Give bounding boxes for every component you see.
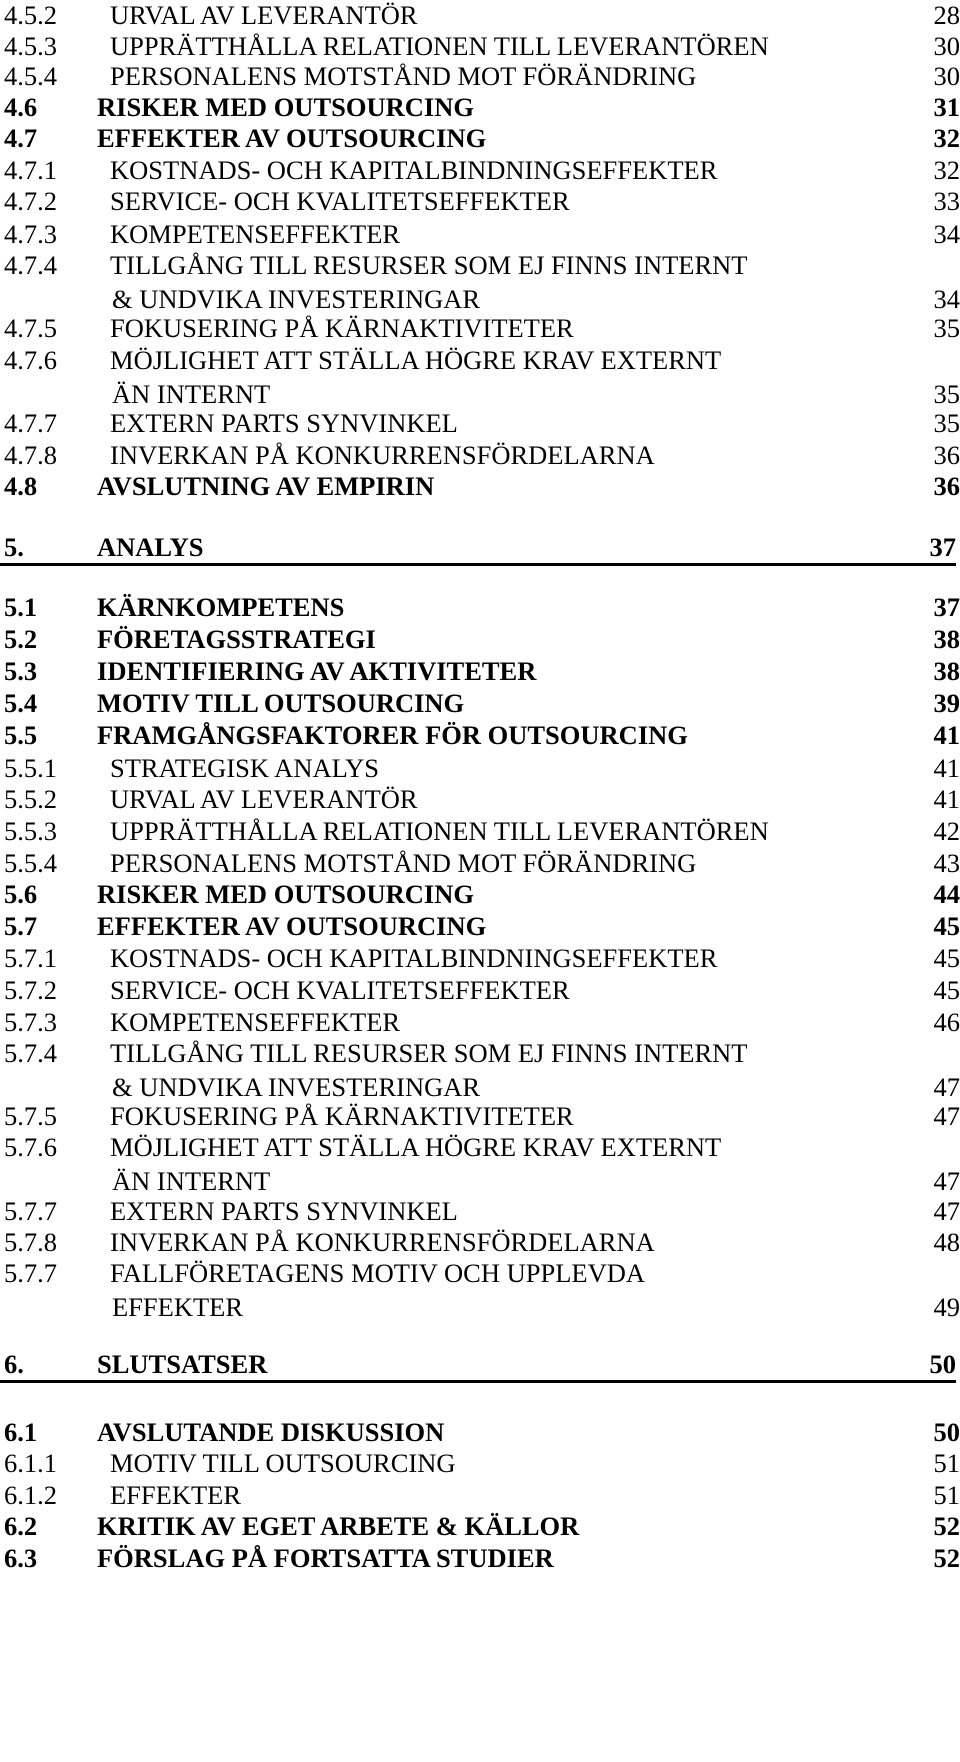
toc-entry[interactable] (0, 751, 960, 785)
toc-entry[interactable] (0, 1541, 960, 1575)
toc-section-title: EFFEKTER (110, 1480, 242, 1510)
toc-entry[interactable] (0, 1099, 960, 1133)
toc-section-title: URVAL AV LEVERANTÖR (110, 0, 418, 30)
toc-line-continuation (0, 1164, 960, 1198)
toc-line (0, 438, 960, 472)
toc-page-number: 41 (933, 753, 960, 783)
toc-section-number: 5.3 (4, 656, 38, 686)
toc-page-number: 37 (933, 592, 960, 622)
toc-section-title: KRITIK AV EGET ARBETE & KÄLLOR (97, 1511, 580, 1541)
toc-line (0, 0, 960, 32)
toc-entry[interactable] (0, 90, 960, 124)
toc-line (0, 1541, 960, 1575)
toc-page-number: 30 (933, 61, 960, 91)
toc-entry[interactable] (0, 311, 960, 345)
toc-page-number: 51 (933, 1480, 960, 1510)
toc-page-number: 32 (933, 155, 960, 185)
toc-line (0, 248, 960, 282)
toc-section-title: MOTIV TILL OUTSOURCING (97, 688, 465, 718)
toc-section-title-continuation: ÄN INTERNT (112, 1166, 271, 1196)
toc-section-number: 6.1.2 (4, 1480, 57, 1510)
toc-section-number: 4.7.5 (4, 313, 57, 343)
toc-page-number: 41 (933, 720, 960, 750)
toc-entry[interactable] (0, 1005, 960, 1039)
toc-line (0, 29, 960, 63)
toc-section-number: 6.2 (4, 1511, 38, 1541)
toc-section-title: TILLGÅNG TILL RESURSER SOM EJ FINNS INTERNT (110, 1038, 748, 1068)
toc-section-number: 4.7.2 (4, 186, 57, 216)
toc-section-number: 6. (4, 1349, 24, 1379)
toc-page-number: 47 (933, 1072, 960, 1102)
toc-line (0, 153, 960, 187)
toc-section-number: 4.7.8 (4, 440, 57, 470)
toc-entry[interactable] (0, 0, 960, 32)
toc-page-number: 28 (933, 0, 960, 30)
toc-line (0, 343, 960, 377)
toc-line-continuation (0, 1290, 960, 1324)
toc-page-number: 49 (933, 1292, 960, 1322)
toc-line (0, 530, 956, 566)
toc-section-title: SLUTSATSER (97, 1349, 268, 1379)
toc-entry[interactable] (0, 29, 960, 63)
toc-section-number: 5.5.1 (4, 753, 57, 783)
toc-section-title-continuation: EFFEKTER (112, 1292, 244, 1322)
toc-page-number: 31 (933, 92, 960, 122)
toc-section-number: 4.7.7 (4, 408, 57, 438)
toc-entry[interactable] (0, 406, 960, 440)
toc-entry[interactable] (0, 1509, 960, 1543)
toc-section-number: 4.6 (4, 92, 38, 122)
toc-section-number: 5.5 (4, 720, 38, 750)
toc-section-title: KOSTNADS- OCH KAPITALBINDNINGSEFFEKTER (110, 943, 718, 973)
toc-entry[interactable] (0, 153, 960, 187)
toc-entry[interactable] (0, 846, 960, 880)
toc-section-title: ANALYS (97, 532, 204, 562)
toc-section-number: 4.7 (4, 123, 38, 153)
toc-section-title: TILLGÅNG TILL RESURSER SOM EJ FINNS INTERNT (110, 250, 748, 280)
toc-section-number: 5.7.3 (4, 1007, 57, 1037)
toc-section-number: 5.7.4 (4, 1038, 57, 1068)
toc-entry[interactable] (0, 1478, 960, 1512)
toc-section-title: SERVICE- OCH KVALITETSEFFEKTER (110, 186, 570, 216)
toc-page-number: 44 (933, 879, 960, 909)
toc-line (0, 1194, 960, 1228)
toc-line (0, 909, 960, 943)
toc-line (0, 311, 960, 345)
toc-entry[interactable] (0, 590, 960, 624)
toc-section-number: 5.7.7 (4, 1196, 57, 1226)
toc-section-number: 6.1 (4, 1417, 38, 1447)
toc-page-number: 43 (933, 848, 960, 878)
toc-section-number: 5.1 (4, 592, 38, 622)
toc-section-number: 4.7.4 (4, 250, 57, 280)
toc-section-number: 5.7 (4, 911, 38, 941)
toc-line (0, 90, 960, 124)
toc-line (0, 184, 960, 218)
toc-section-number: 5.7.2 (4, 975, 57, 1005)
toc-section-number: 6.1.1 (4, 1448, 57, 1478)
toc-entry[interactable] (0, 121, 960, 155)
toc-line (0, 718, 960, 752)
toc-page-number: 36 (933, 440, 960, 470)
toc-section-title-continuation: ÄN INTERNT (112, 379, 271, 409)
toc-section-title: EFFEKTER AV OUTSOURCING (97, 911, 487, 941)
toc-page-number: 50 (929, 1349, 956, 1379)
toc-page-number: 39 (933, 688, 960, 718)
toc-line (0, 782, 960, 816)
toc-page-number: 47 (933, 1101, 960, 1131)
toc-section-title: UPPRÄTTHÅLLA RELATIONEN TILL LEVERANTÖREN (110, 816, 769, 846)
toc-section-number: 5.4 (4, 688, 38, 718)
toc-line (0, 814, 960, 848)
toc-page-number: 52 (933, 1511, 960, 1541)
toc-page-number: 47 (933, 1196, 960, 1226)
toc-section-title: FÖRETAGSSTRATEGI (97, 624, 376, 654)
toc-line (0, 654, 960, 688)
toc-page-number: 34 (933, 284, 960, 314)
toc-line (0, 1478, 960, 1512)
toc-section-title: INVERKAN PÅ KONKURRENSFÖRDELARNA (110, 1227, 655, 1257)
toc-page-number: 35 (933, 408, 960, 438)
toc-line (0, 941, 960, 975)
toc-line (0, 590, 960, 624)
toc-line (0, 751, 960, 785)
toc-section-number: 5. (4, 532, 24, 562)
toc-line (0, 1415, 960, 1449)
toc-section-number: 4.7.6 (4, 345, 57, 375)
toc-page-number: 45 (933, 943, 960, 973)
toc-line (0, 1130, 960, 1164)
toc-section-number: 5.5.3 (4, 816, 57, 846)
toc-entry[interactable] (0, 248, 960, 316)
toc-page-number: 33 (933, 186, 960, 216)
toc-section-title: URVAL AV LEVERANTÖR (110, 784, 418, 814)
toc-line (0, 877, 960, 911)
toc-section-number: 4.5.2 (4, 0, 57, 30)
toc-entry[interactable] (0, 469, 960, 503)
toc-section-title: SERVICE- OCH KVALITETSEFFEKTER (110, 975, 570, 1005)
toc-line (0, 121, 960, 155)
toc-entry[interactable] (0, 814, 960, 848)
toc-section-title-continuation: & UNDVIKA INVESTERINGAR (112, 1072, 481, 1102)
toc-entry[interactable] (0, 686, 960, 720)
toc-page-number: 52 (933, 1543, 960, 1573)
toc-section-number: 6.3 (4, 1543, 38, 1573)
toc-entry[interactable] (0, 718, 960, 752)
toc-page-number: 42 (933, 816, 960, 846)
toc-section-title: FÖRSLAG PÅ FORTSATTA STUDIER (97, 1543, 554, 1573)
toc-entry[interactable] (0, 909, 960, 943)
toc-entry[interactable] (0, 184, 960, 218)
toc-section-title: KOMPETENSEFFEKTER (110, 1007, 401, 1037)
toc-page-number: 48 (933, 1227, 960, 1257)
toc-section-title: MÖJLIGHET ATT STÄLLA HÖGRE KRAV EXTERNT (110, 345, 722, 375)
toc-entry[interactable] (0, 1446, 960, 1480)
toc-section-number: 4.7.3 (4, 219, 57, 249)
toc-entry[interactable] (0, 1415, 960, 1449)
toc-entry[interactable] (0, 1130, 960, 1198)
toc-page-number: 36 (933, 471, 960, 501)
toc-page-number: 45 (933, 911, 960, 941)
toc-section-number: 4.5.3 (4, 31, 57, 61)
toc-line (0, 1347, 956, 1383)
toc-entry[interactable] (0, 530, 960, 566)
toc-entry[interactable] (0, 654, 960, 688)
toc-line (0, 217, 960, 251)
toc-section-title: FRAMGÅNGSFAKTORER FÖR OUTSOURCING (97, 720, 688, 750)
toc-section-title: FALLFÖRETAGENS MOTIV OCH UPPLEVDA (110, 1258, 646, 1288)
toc-page-number: 41 (933, 784, 960, 814)
toc-section-title: INVERKAN PÅ KONKURRENSFÖRDELARNA (110, 440, 655, 470)
toc-entry[interactable] (0, 1347, 960, 1383)
toc-section-title: RISKER MED OUTSOURCING (97, 879, 474, 909)
toc-page-number: 32 (933, 123, 960, 153)
toc-entry[interactable] (0, 941, 960, 975)
toc-line (0, 1509, 960, 1543)
toc-line (0, 1005, 960, 1039)
toc-section-title: AVSLUTNING AV EMPIRIN (97, 471, 435, 501)
toc-section-title: STRATEGISK ANALYS (110, 753, 379, 783)
toc-section-number: 5.5.2 (4, 784, 57, 814)
toc-section-title: FOKUSERING PÅ KÄRNAKTIVITETER (110, 1101, 574, 1131)
toc-line (0, 1446, 960, 1480)
toc-page-number: 45 (933, 975, 960, 1005)
toc-section-title: PERSONALENS MOTSTÅND MOT FÖRÄNDRING (110, 61, 697, 91)
toc-section-number: 4.8 (4, 471, 38, 501)
toc-line (0, 622, 960, 656)
toc-section-title: KOMPETENSEFFEKTER (110, 219, 401, 249)
toc-page-number: 34 (933, 219, 960, 249)
toc-entry[interactable] (0, 1036, 960, 1104)
toc-section-title: RISKER MED OUTSOURCING (97, 92, 474, 122)
toc-page-number: 51 (933, 1448, 960, 1478)
toc-section-number: 5.7.5 (4, 1101, 57, 1131)
toc-page-number: 50 (933, 1417, 960, 1447)
toc-section-number: 4.7.1 (4, 155, 57, 185)
toc-page-number: 35 (933, 313, 960, 343)
toc-section-title: MOTIV TILL OUTSOURCING (110, 1448, 456, 1478)
toc-section-number: 5.7.8 (4, 1227, 57, 1257)
toc-section-title: PERSONALENS MOTSTÅND MOT FÖRÄNDRING (110, 848, 697, 878)
toc-line (0, 1256, 960, 1290)
toc-section-title: AVSLUTANDE DISKUSSION (97, 1417, 445, 1447)
toc-entry[interactable] (0, 59, 960, 93)
toc-section-number: 5.7.7 (4, 1258, 57, 1288)
toc-line (0, 469, 960, 503)
toc-entry[interactable] (0, 973, 960, 1007)
toc-line (0, 59, 960, 93)
toc-section-title: EXTERN PARTS SYNVINKEL (110, 1196, 458, 1226)
toc-line (0, 406, 960, 440)
toc-section-title-continuation: & UNDVIKA INVESTERINGAR (112, 284, 481, 314)
toc-entry[interactable] (0, 217, 960, 251)
toc-line (0, 1225, 960, 1259)
toc-section-number: 5.5.4 (4, 848, 57, 878)
toc-line (0, 1036, 960, 1070)
toc-section-title: UPPRÄTTHÅLLA RELATIONEN TILL LEVERANTÖREN (110, 31, 769, 61)
toc-page-number: 30 (933, 31, 960, 61)
toc-entry[interactable] (0, 438, 960, 472)
toc-page-number: 47 (933, 1166, 960, 1196)
toc-page-number: 35 (933, 379, 960, 409)
toc-section-title: EXTERN PARTS SYNVINKEL (110, 408, 458, 438)
toc-line (0, 973, 960, 1007)
toc-section-number: 5.6 (4, 879, 38, 909)
toc-entry[interactable] (0, 343, 960, 411)
toc-entry[interactable] (0, 1256, 960, 1324)
toc-line (0, 686, 960, 720)
toc-section-title: FOKUSERING PÅ KÄRNAKTIVITETER (110, 313, 574, 343)
toc-section-title: KOSTNADS- OCH KAPITALBINDNINGSEFFEKTER (110, 155, 718, 185)
toc-page-number: 37 (929, 532, 956, 562)
toc-entry[interactable] (0, 1194, 960, 1228)
toc-line (0, 846, 960, 880)
toc-entry[interactable] (0, 622, 960, 656)
toc-section-title: IDENTIFIERING AV AKTIVITETER (97, 656, 537, 686)
toc-section-number: 5.7.1 (4, 943, 57, 973)
toc-entry[interactable] (0, 1225, 960, 1259)
toc-entry[interactable] (0, 877, 960, 911)
toc-page-number: 38 (933, 656, 960, 686)
toc-section-number: 5.7.6 (4, 1132, 57, 1162)
toc-entry[interactable] (0, 782, 960, 816)
toc-section-number: 4.5.4 (4, 61, 57, 91)
toc-line (0, 1099, 960, 1133)
toc-page-number: 38 (933, 624, 960, 654)
toc-section-title: EFFEKTER AV OUTSOURCING (97, 123, 487, 153)
toc-section-number: 5.2 (4, 624, 38, 654)
toc-page-number: 46 (933, 1007, 960, 1037)
toc-section-title: KÄRNKOMPETENS (97, 592, 345, 622)
toc-section-title: MÖJLIGHET ATT STÄLLA HÖGRE KRAV EXTERNT (110, 1132, 722, 1162)
